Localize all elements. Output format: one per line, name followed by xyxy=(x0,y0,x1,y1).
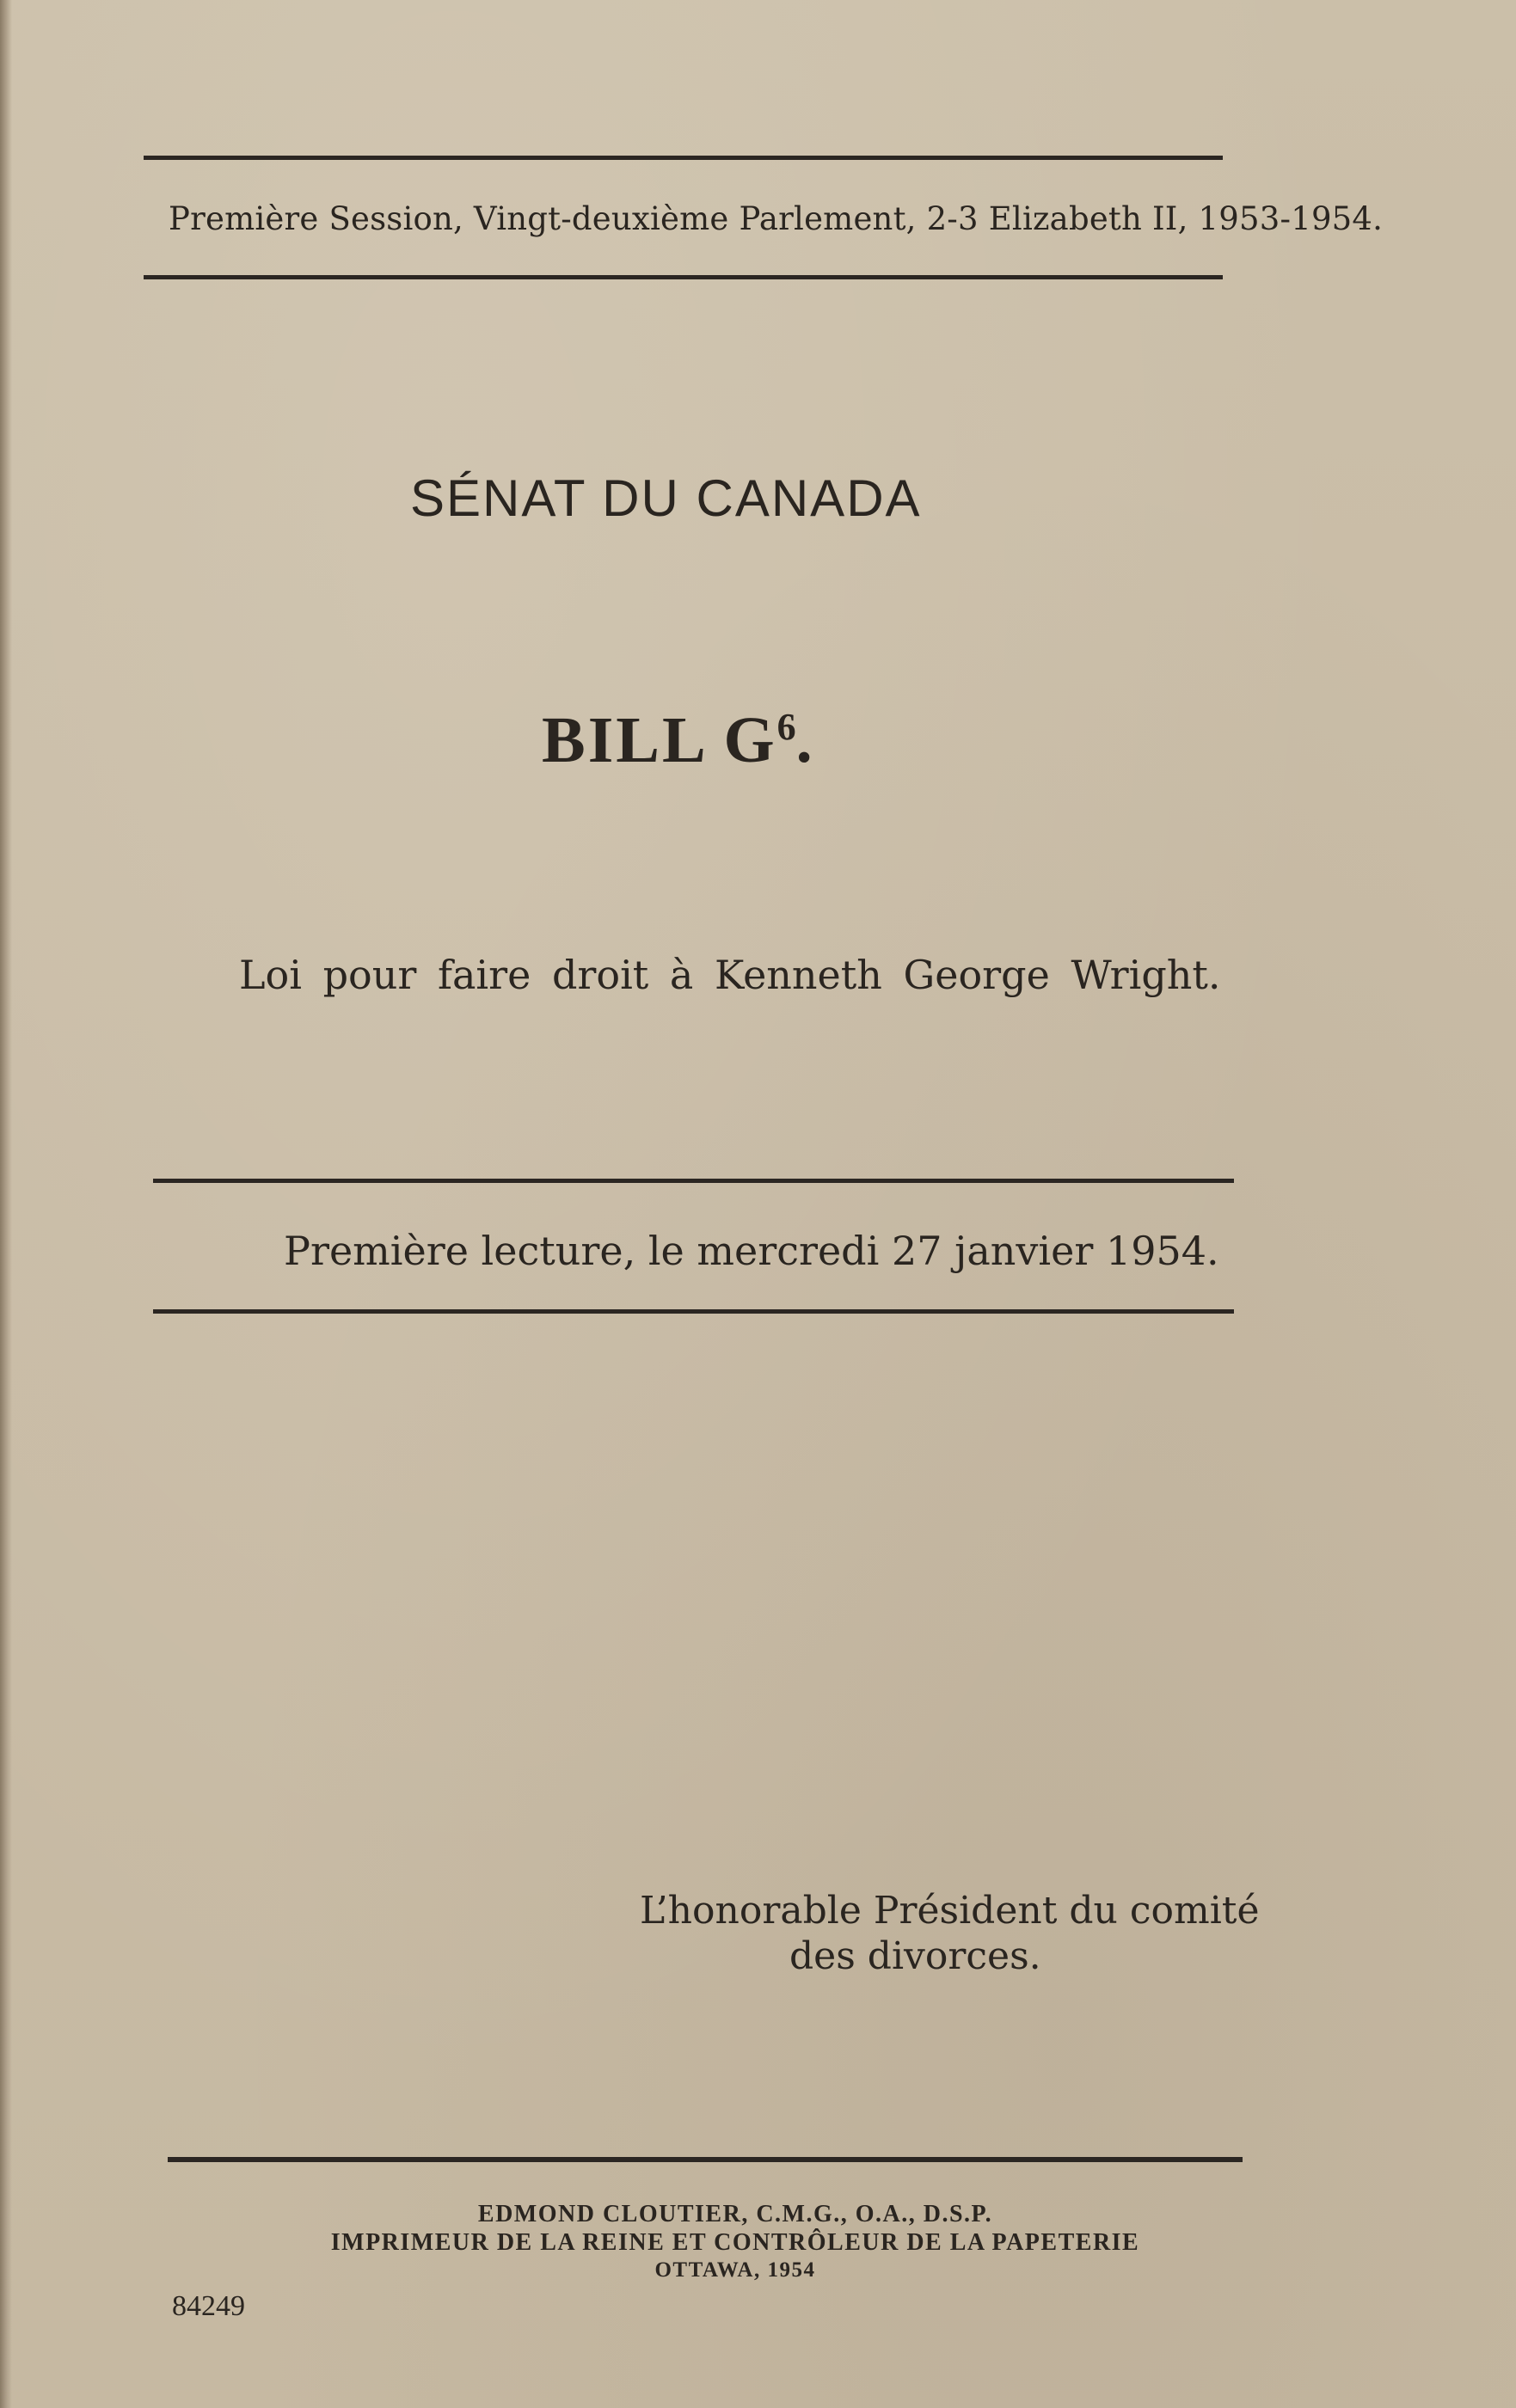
reading-bottom-rule xyxy=(153,1309,1234,1314)
printer-name: EDMOND CLOUTIER, C.M.G., O.A., D.S.P. xyxy=(477,2201,993,2227)
bill-superscript: 6 xyxy=(776,706,796,748)
bill-prefix: BILL G xyxy=(542,704,777,776)
printer-title: IMPRIMEUR DE LA REINE ET CONTRÔLEUR DE LA PAPETERIE xyxy=(330,2229,1140,2256)
reading-top-rule xyxy=(153,1179,1234,1183)
bill-suffix: . xyxy=(795,704,815,776)
sponsor-line-1: L’honorable Président du comité xyxy=(640,1889,1260,1933)
header-bottom-rule xyxy=(144,275,1223,279)
page-binding-edge xyxy=(0,0,12,2408)
printer-place-year: OTTAWA, 1954 xyxy=(654,2258,816,2282)
sponsor-line-2: des divorces. xyxy=(789,1934,1041,1978)
first-reading-line: Première lecture, le mercredi 27 janvier 1954. xyxy=(284,1228,1219,1274)
document-code: 84249 xyxy=(172,2290,245,2322)
bill-subject: Loi pour faire droit à Kenneth George Wright. xyxy=(239,952,1221,998)
bill-number xyxy=(542,703,815,778)
session-line: Première Session, Vingt-deuxième Parlement, 2-3 Elizabeth II, 1953-1954. xyxy=(169,200,1384,237)
header-top-rule xyxy=(144,156,1223,160)
chamber-title: SÉNAT DU CANADA xyxy=(410,469,922,527)
imprint-rule xyxy=(168,2157,1243,2162)
